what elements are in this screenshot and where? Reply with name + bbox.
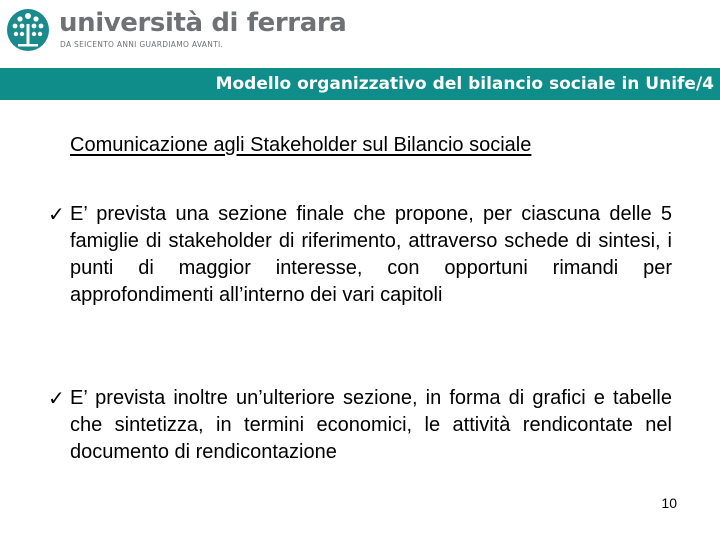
page-number: 10 [661, 495, 677, 511]
bullet-text: E’ prevista inoltre un’ulteriore sezione, in forma di grafici e tabelle che sintetizza, in termini economici, le attività rendicontate nel documento di rendicontazione [70, 387, 672, 463]
tree-logo-icon [6, 8, 50, 54]
logo-name: università di ferrara [59, 8, 347, 38]
bullet-text: E’ prevista una sezione finale che propone, per ciascuna delle 5 famiglie di stakeholder di riferimento, attraverso schede di sintesi, i punti di maggior interesse, con opportuni rimandi per approfondimenti all’interno dei vari capitoli [70, 203, 672, 306]
logo-tagline: DA SEICENTO ANNI GUARDIAMO AVANTI. [60, 40, 224, 49]
check-icon: ✓ [48, 202, 65, 226]
page-title: Modello organizzativo del bilancio sociale in Unife/4 [215, 74, 714, 94]
check-icon: ✓ [48, 386, 65, 410]
list-item [48, 385, 672, 466]
title-banner [0, 68, 720, 100]
list-item [48, 201, 672, 309]
university-logo [6, 6, 347, 56]
section-subtitle: Comunicazione agli Stakeholder sul Bilancio sociale [70, 134, 532, 156]
